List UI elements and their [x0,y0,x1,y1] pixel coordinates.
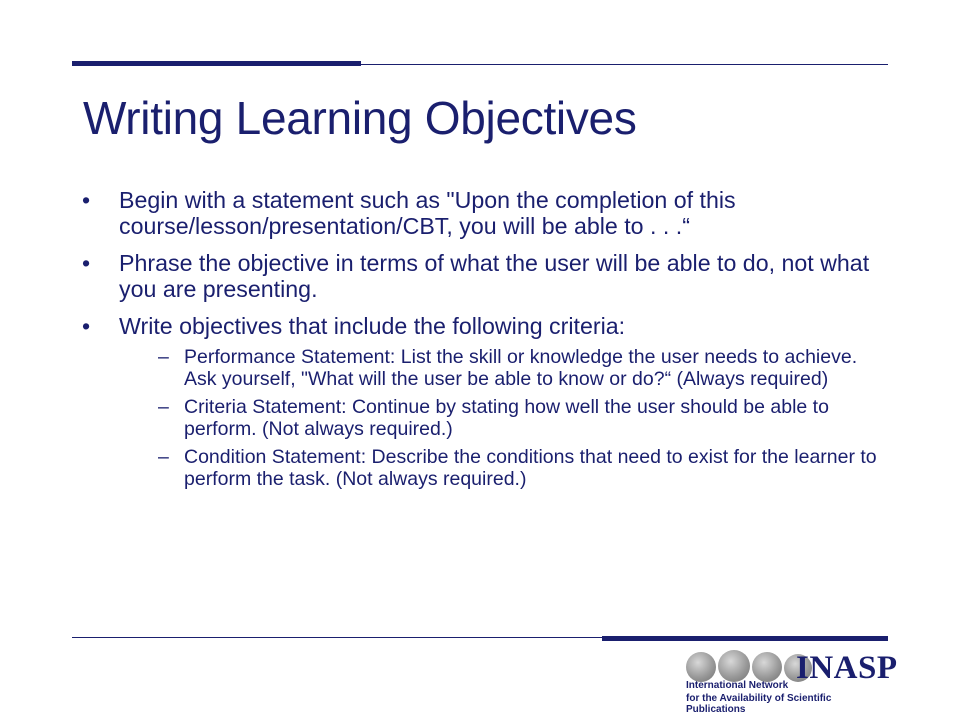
top-rule-thick [72,61,361,66]
bullet-text: Begin with a statement such as "Upon the completion of this course/lesson/presentation/CBT, you will be able to . . .“ [119,187,736,239]
bullet-item [82,250,882,302]
sub-item [158,447,884,490]
slide-body [82,187,882,497]
dash-marker: – [158,346,169,368]
slide-title: Writing Learning Objectives [83,92,637,144]
bullet-text: Write objectives that include the following criteria: [119,313,626,339]
globe-icon [686,652,716,682]
bullet-marker: • [82,250,91,276]
sub-item [158,347,884,390]
top-rule-thin [361,64,888,65]
sub-item-text: Criteria Statement: Continue by stating how well the user should be able to perform. (Not always required.) [184,396,829,440]
bullet-item [82,187,882,239]
globe-icon [752,652,782,682]
sub-item [158,397,884,440]
logo-tagline-2: for the Availability of Scientific Publications [686,693,832,715]
inasp-logo [684,650,898,715]
logo-wordmark: INASP [796,650,898,686]
sub-item-text: Condition Statement: Describe the conditions that need to exist for the learner to perform the task. (Not always required.) [184,446,877,490]
dash-marker: – [158,446,169,468]
bullet-item [82,313,882,339]
globe-icon [718,650,750,682]
dash-marker: – [158,396,169,418]
bullet-marker: • [82,313,91,339]
bullet-marker: • [82,187,91,213]
bottom-rule-thick [602,636,888,641]
bottom-rule-thin [72,637,602,638]
bullet-text: Phrase the objective in terms of what the user will be able to do, not what you are presenting. [119,250,870,302]
logo-tagline-1: International Network [686,680,789,691]
sub-item-text: Performance Statement: List the skill or knowledge the user needs to achieve. Ask yourself, "What will the user be able to know or do?“ (Always required) [184,346,858,390]
